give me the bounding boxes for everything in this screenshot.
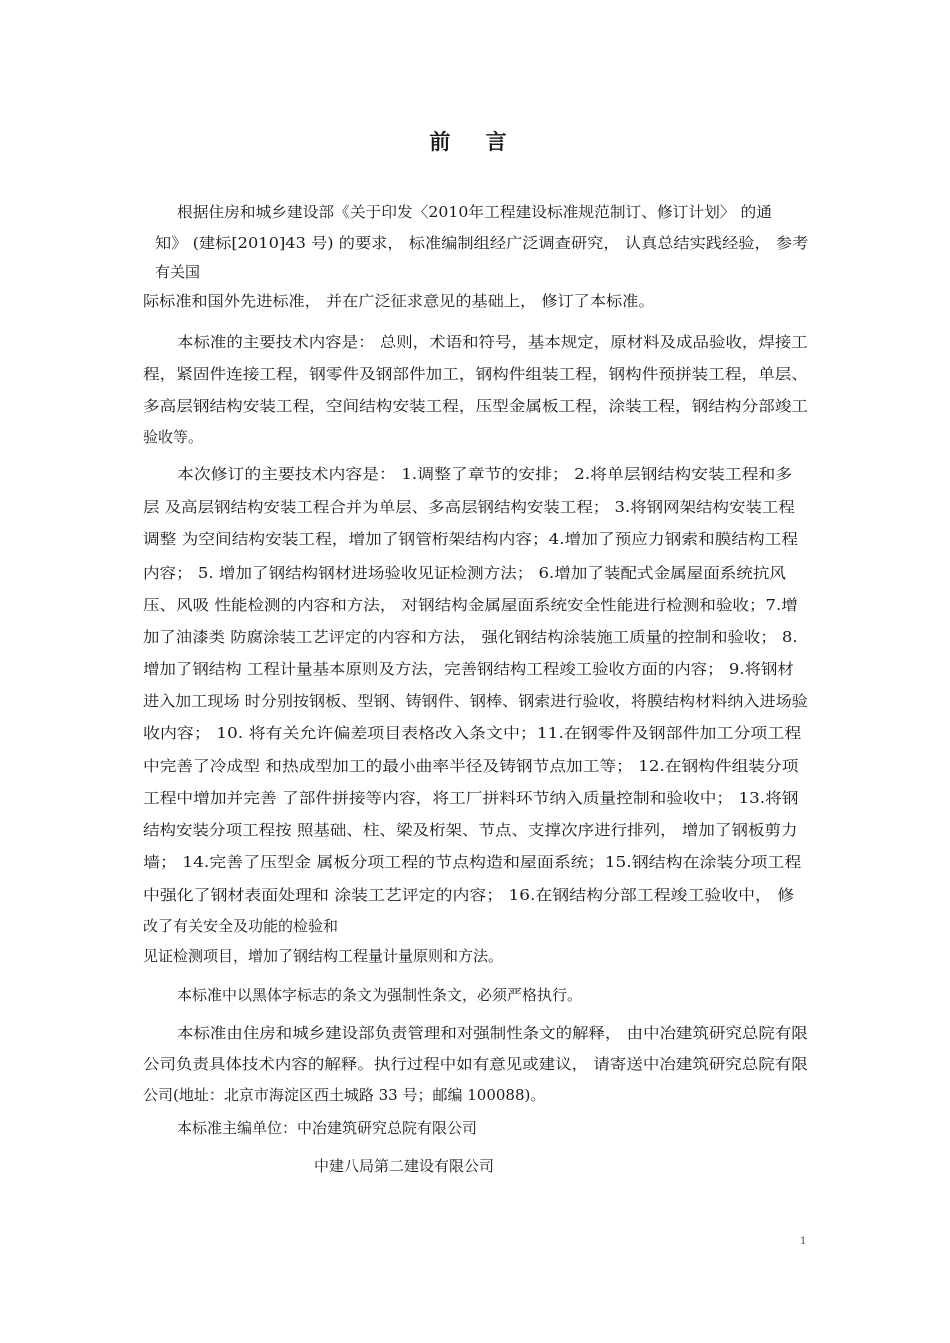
text-line: 中完善了冷成型 和热成型加工的最小曲率半径及铸钢节点加工等； 12.在钢构件组装分项: [143, 757, 799, 775]
text-line: 验收等。: [143, 428, 204, 446]
text-line: 公司(地址：北京市海淀区西土城路 33 号；邮编 100088)。: [143, 1086, 546, 1104]
text-line: 加了油漆类 防腐涂装工艺评定的内容和方法， 强化钢结构涂装施工质量的控制和验收； 8.: [143, 628, 798, 646]
text-line: 有关国: [155, 263, 201, 281]
text-line: 根据住房和城乡建设部《关于印发〈2010年工程建设标准规范制订、修订计划〉 的通: [177, 203, 772, 221]
text-line: 本标准的主要技术内容是： 总则，术语和符号，基本规定，原材料及成品验收，焊接工: [177, 333, 808, 351]
text-line: 内容； 5. 增加了钢结构钢材进场验收见证检测方法； 6.增加了装配式金属屋面系统抗风: [143, 564, 786, 582]
text-line: 墙； 14.完善了压型金 属板分项工程的节点构造和屋面系统；15.钢结构在涂装分项工程: [143, 853, 802, 871]
chief-editor-unit: 本标准主编单位：中冶建筑研究总院有限公司: [177, 1119, 478, 1137]
text-line: 多高层钢结构安装工程，空间结构安装工程，压型金属板工程，涂装工程，钢结构分部竣工: [143, 397, 809, 415]
text-line: 程，紧固件连接工程，钢零件及钢部件加工，钢构件组装工程，钢构件预拼装工程，单层、: [143, 365, 809, 383]
text-line: 调整 为空间结构安装工程，增加了钢管桁架结构内容；4.增加了预应力钢索和膜结构工程: [143, 530, 799, 548]
page-title: 前 言: [429, 129, 521, 154]
text-line: 知》 (建标[2010]43 号) 的要求， 标准编制组经广泛调查研究， 认真总结实践经验， 参考: [155, 234, 809, 252]
text-line: 本标准中以黑体字标志的条文为强制性条文，必须严格执行。: [177, 986, 583, 1004]
text-line: 结构安装分项工程按 照基础、柱、梁及桁架、节点、支撑次序进行排列， 增加了钢板剪力: [143, 821, 798, 839]
text-line: 本标准由住房和城乡建设部负责管理和对强制性条文的解释， 由中冶建筑研究总院有限: [177, 1024, 808, 1042]
text-line: 收内容； 10. 将有关允许偏差项目表格改入条文中；11.在钢零件及钢部件加工分项工程: [143, 724, 802, 742]
text-line: 中强化了钢材表面处理和 涂装工艺评定的内容； 16.在钢结构分部工程竣工验收中， 修: [143, 886, 795, 904]
text-line: 见证检测项目，增加了钢结构工程量计量原则和方法。: [143, 947, 504, 965]
text-line: 进入加工现场 时分别按钢板、型钢、铸钢件、钢棒、钢索进行验收，将膜结构材料纳入进场验: [143, 692, 808, 710]
participating-unit: 中建八局第二建设有限公司: [314, 1157, 495, 1175]
page-number: 1: [800, 1236, 807, 1247]
text-line: 压、风吸 性能检测的内容和方法， 对钢结构金属屋面系统安全性能进行检测和验收；7.增: [143, 596, 798, 614]
text-line: 工程中增加并完善 了部件拼接等内容，将工厂拼料环节纳入质量控制和验收中； 13.将钢: [143, 789, 799, 807]
text-line: 公司负责具体技术内容的解释。执行过程中如有意见或建议， 请寄送中冶建筑研究总院有限: [143, 1055, 808, 1073]
text-line: 本次修订的主要技术内容是： 1.调整了章节的安排； 2.将单层钢结构安装工程和多: [177, 465, 793, 483]
text-line: 层 及高层钢结构安装工程合并为单层、多高层钢结构安装工程； 3.将钢网架结构安装工程: [143, 498, 795, 516]
text-line: 改了有关安全及功能的检验和: [143, 917, 339, 935]
text-line: 增加了钢结构 工程计量基本原则及方法，完善钢结构工程竣工验收方面的内容； 9.将钢材: [143, 660, 794, 678]
text-line: 际标准和国外先进标准， 并在广泛征求意见的基础上， 修订了本标准。: [143, 292, 655, 310]
